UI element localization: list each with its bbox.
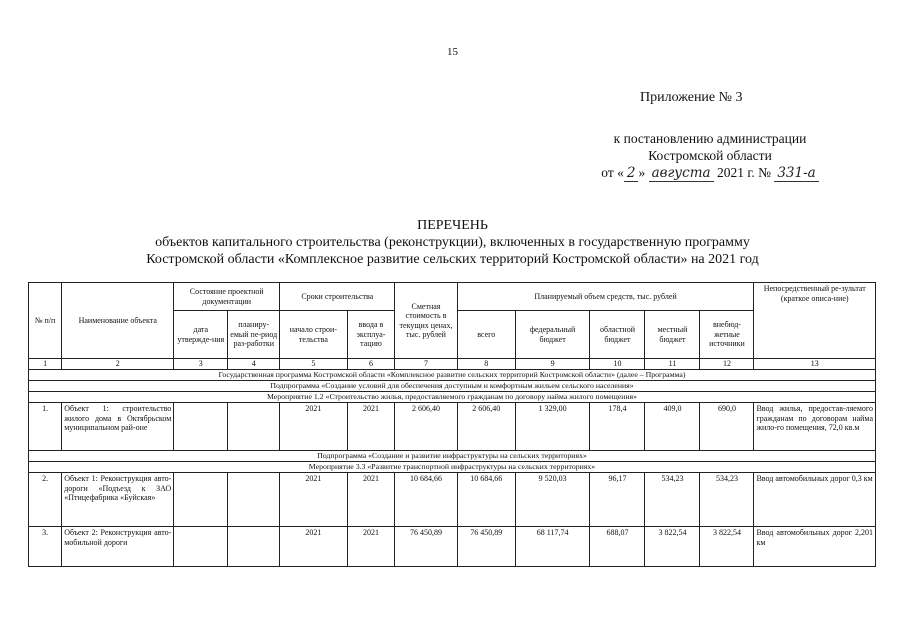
col-num: 13 bbox=[754, 359, 876, 370]
row-extra: 690,0 bbox=[700, 403, 754, 451]
header-funds: Планируемый объем средств, тыс. рублей bbox=[457, 283, 754, 311]
row-planned bbox=[228, 473, 280, 527]
section-row-measure12 bbox=[29, 392, 876, 403]
row-federal: 1 329,00 bbox=[515, 403, 590, 451]
resolution-date-line bbox=[560, 164, 860, 182]
section-measure-3-3: Мероприятие 3.3 «Развитие транспортной инфраструктуры на сельских территориях» bbox=[29, 462, 876, 473]
date-prefix: от « bbox=[601, 165, 624, 180]
row-cost: 76 450,89 bbox=[395, 527, 457, 567]
col-num: 2 bbox=[62, 359, 174, 370]
header-funds-regional: областной бюджет bbox=[590, 311, 645, 359]
row-num: 3. bbox=[29, 527, 62, 567]
row-result: Ввод автомобильных дорог 0,3 км bbox=[754, 473, 876, 527]
row-total: 10 684,66 bbox=[457, 473, 515, 527]
resolution-line2: Костромской области bbox=[648, 148, 772, 163]
page-number: 15 bbox=[447, 46, 458, 58]
table-row bbox=[29, 473, 876, 527]
col-num: 5 bbox=[280, 359, 347, 370]
section-program: Государственная программа Костромской области «Комплексное развитие сельских территорий Костромской области» (далее – Программа) bbox=[29, 370, 876, 381]
row-federal: 9 520,03 bbox=[515, 473, 590, 527]
title-line3: Костромской области «Комплексное развитие сельских территорий Костромской области» на 2021 год bbox=[146, 252, 759, 267]
title-line2: объектов капитального строительства (реконструкции), включенных в государственную программу bbox=[155, 235, 750, 250]
header-funds-federal: федеральный бюджет bbox=[515, 311, 590, 359]
row-cost: 2 606,40 bbox=[395, 403, 457, 451]
col-num: 12 bbox=[700, 359, 754, 370]
col-num: 11 bbox=[645, 359, 700, 370]
col-num: 6 bbox=[347, 359, 395, 370]
row-regional: 96,17 bbox=[590, 473, 645, 527]
table-row bbox=[29, 403, 876, 451]
section-row-sub3 bbox=[29, 451, 876, 462]
header-funds-total: всего bbox=[457, 311, 515, 359]
column-numbers-row bbox=[29, 359, 876, 370]
header-docs-approval: дата утвержде-ния bbox=[174, 311, 228, 359]
section-subprogram-1: Подпрограмма «Создание условий для обеспечения доступным и комфортным жильем сельского населения» bbox=[29, 381, 876, 392]
row-name: Объект 2: Реконструкция авто-мобильной дороги bbox=[62, 527, 174, 567]
header-funds-extra: внебюд-жетные источники bbox=[700, 311, 754, 359]
section-row-sub1 bbox=[29, 381, 876, 392]
col-num: 7 bbox=[395, 359, 457, 370]
row-start: 2021 bbox=[280, 527, 347, 567]
col-num: 4 bbox=[228, 359, 280, 370]
header-docs: Состояние проектной документации bbox=[174, 283, 280, 311]
row-result: Ввод автомобильных дорог 2,201 км bbox=[754, 527, 876, 567]
row-extra: 3 822,54 bbox=[700, 527, 754, 567]
col-num: 8 bbox=[457, 359, 515, 370]
row-total: 2 606,40 bbox=[457, 403, 515, 451]
objects-table bbox=[28, 282, 876, 567]
handwritten-day: 2 bbox=[624, 165, 639, 182]
handwritten-number: 331-а bbox=[774, 165, 818, 182]
date-mid: » bbox=[638, 165, 646, 180]
row-extra: 534,23 bbox=[700, 473, 754, 527]
row-regional: 688,07 bbox=[590, 527, 645, 567]
row-federal: 68 117,74 bbox=[515, 527, 590, 567]
row-approval bbox=[174, 527, 228, 567]
row-commission: 2021 bbox=[347, 403, 395, 451]
row-approval bbox=[174, 473, 228, 527]
resolution-line1: к постановлению администрации bbox=[613, 131, 807, 146]
header-result: Непосредственный ре-зультат (краткое описа-ние) bbox=[754, 283, 876, 359]
row-result: Ввод жилья, предостав-ляемого гражданам по договорам найма жило-го помещения, 72,0 кв.м bbox=[754, 403, 876, 451]
col-num: 3 bbox=[174, 359, 228, 370]
header-num: № п/п bbox=[29, 283, 62, 359]
row-commission: 2021 bbox=[347, 527, 395, 567]
row-approval bbox=[174, 403, 228, 451]
section-row-program bbox=[29, 370, 876, 381]
row-num: 2. bbox=[29, 473, 62, 527]
col-num: 1 bbox=[29, 359, 62, 370]
row-num: 1. bbox=[29, 403, 62, 451]
header-funds-local: местный бюджет bbox=[645, 311, 700, 359]
row-cost: 10 684,66 bbox=[395, 473, 457, 527]
appendix-label: Приложение № 3 bbox=[640, 90, 743, 105]
section-row-measure33 bbox=[29, 462, 876, 473]
table-row bbox=[29, 527, 876, 567]
col-num: 10 bbox=[590, 359, 645, 370]
handwritten-month: августа bbox=[649, 165, 714, 182]
row-local: 3 822,54 bbox=[645, 527, 700, 567]
header-docs-planned: планиру-емый пе-риод раз-работки bbox=[228, 311, 280, 359]
header-terms: Сроки строительства bbox=[280, 283, 395, 311]
row-commission: 2021 bbox=[347, 473, 395, 527]
document-title bbox=[0, 217, 905, 268]
header-row-1 bbox=[29, 283, 876, 311]
row-regional: 178,4 bbox=[590, 403, 645, 451]
row-name: Объект 1: строительство жилого дома в Октябрьском муниципальном рай-оне bbox=[62, 403, 174, 451]
row-planned bbox=[228, 527, 280, 567]
col-num: 9 bbox=[515, 359, 590, 370]
date-year: 2021 г. № bbox=[716, 165, 771, 180]
header-name: Наименование объекта bbox=[62, 283, 174, 359]
header-cost: Сметная стоимость в текущих ценах, тыс. рублей bbox=[395, 283, 457, 359]
header-terms-commission: ввода в эксплуа-тацию bbox=[347, 311, 395, 359]
section-subprogram-3: Подпрограмма «Создание и развитие инфраструктуры на сельских территориях» bbox=[29, 451, 876, 462]
header-terms-start: начало строи-тельства bbox=[280, 311, 347, 359]
resolution-block bbox=[560, 130, 860, 182]
section-measure-1-2: Мероприятие 1.2 «Строительство жилья, предоставляемого гражданам по договору найма жилого помещения» bbox=[29, 392, 876, 403]
row-local: 409,0 bbox=[645, 403, 700, 451]
row-total: 76 450,89 bbox=[457, 527, 515, 567]
row-name: Объект 1: Реконструкция авто-дороги «Подъезд к ЗАО «Птицефабрика «Буйская» bbox=[62, 473, 174, 527]
title-line1: ПЕРЕЧЕНЬ bbox=[417, 218, 488, 233]
row-start: 2021 bbox=[280, 403, 347, 451]
row-start: 2021 bbox=[280, 473, 347, 527]
row-planned bbox=[228, 403, 280, 451]
row-local: 534,23 bbox=[645, 473, 700, 527]
